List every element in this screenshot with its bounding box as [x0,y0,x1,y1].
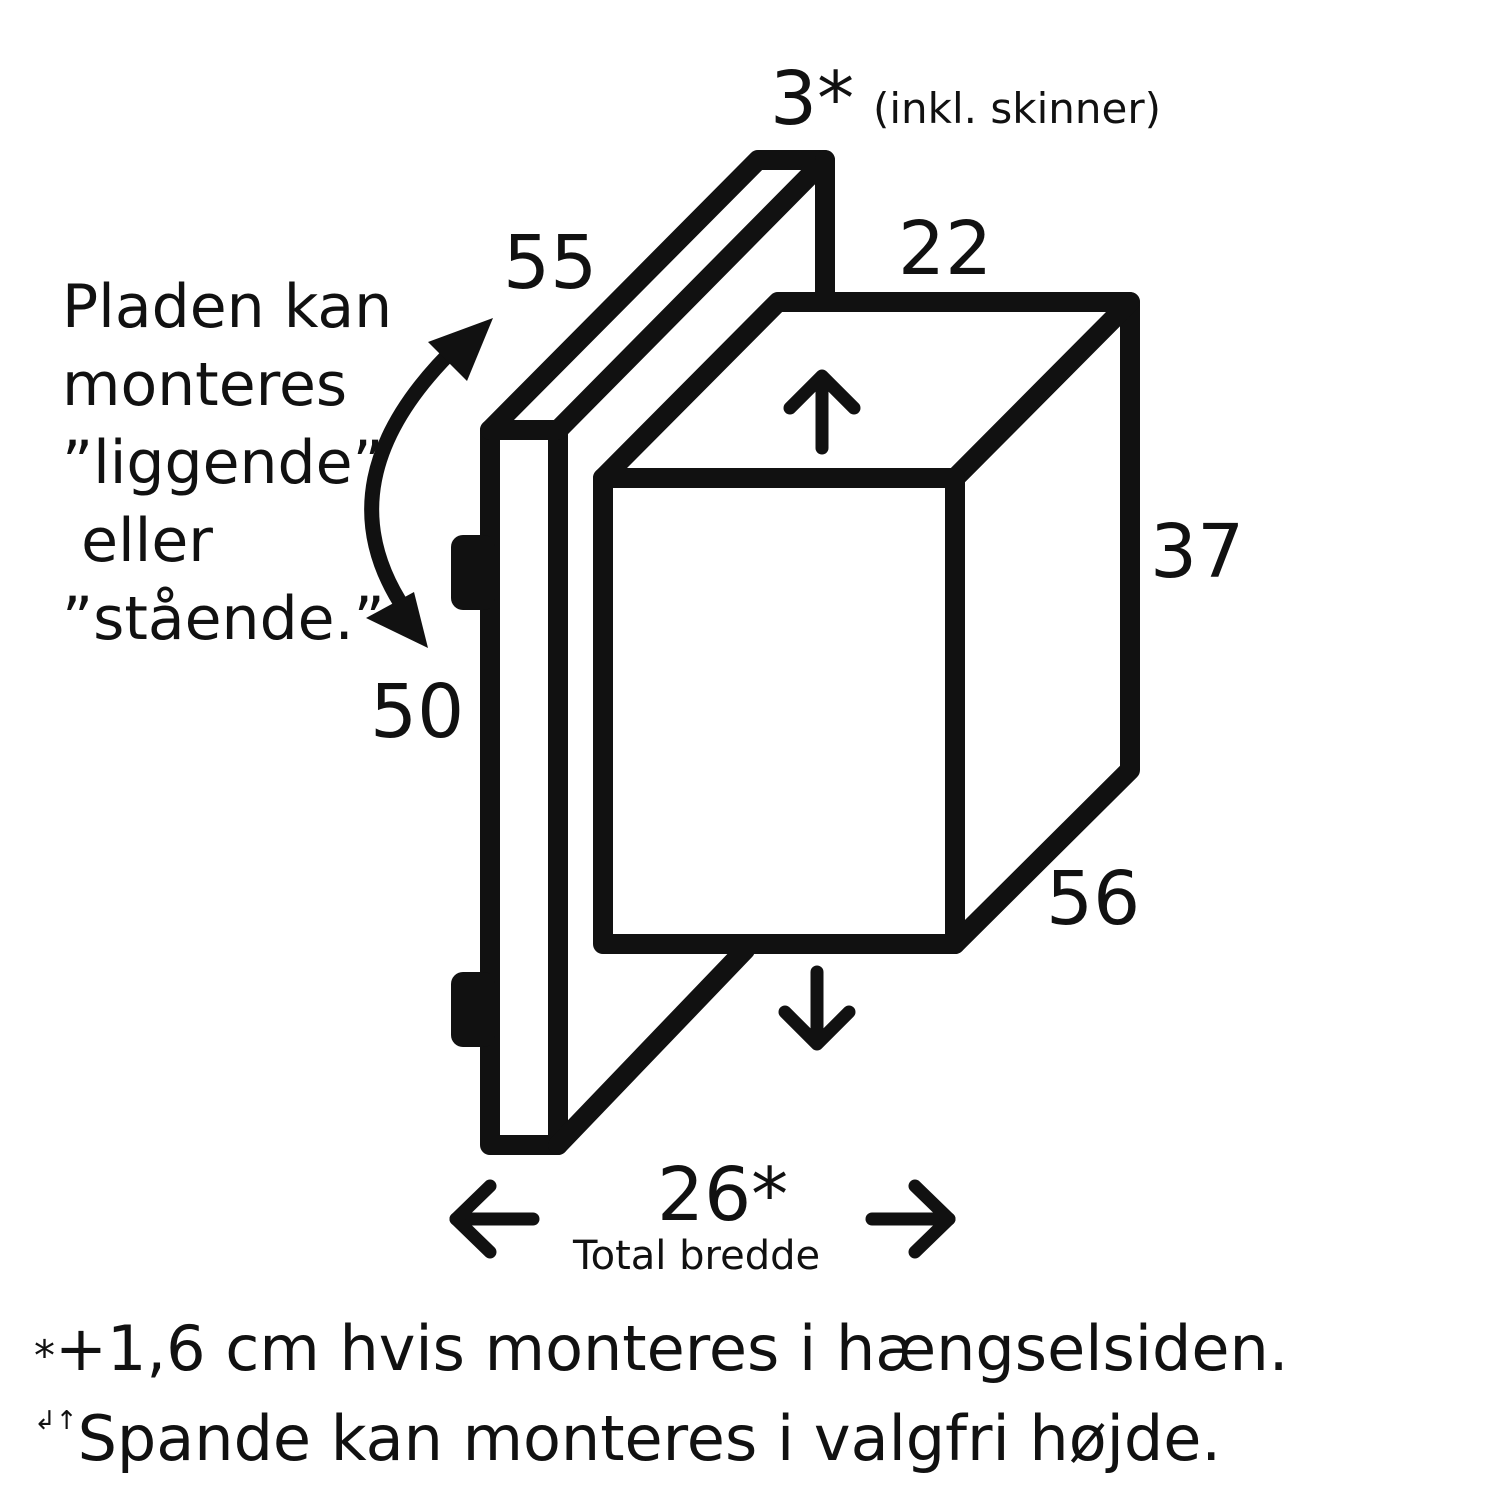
plate-thickness-label: 3* [770,56,855,142]
up-down-arrows-icon: ↲↑ [34,1406,78,1436]
mounting-rail-bottom [451,972,495,1047]
plate-width-label: 55 [503,220,598,306]
plate-thickness-note: (inkl. skinner) [873,84,1161,133]
bin-depth-label: 56 [1046,856,1141,942]
plate-height-label: 50 [370,669,465,755]
footnote-asterisk [34,1312,1289,1385]
footnote-asterisk-symbol: * [34,1331,55,1380]
arrow-right-icon [872,1186,949,1252]
bin-width-label: 22 [898,206,993,292]
total-width-caption: Total bredde [573,1233,821,1279]
bin-front-face [603,478,955,944]
arrow-down-icon [785,972,849,1044]
footnote-asterisk-text: +1,6 cm hvis monteres i hængselsiden. [55,1312,1289,1385]
plate-side-edge-bottom [558,950,745,1145]
bin-height-label: 37 [1150,509,1245,595]
footnote-arrows-text: Spande kan monteres i valgfri højde. [77,1402,1222,1475]
mounting-orientation-note: Pladen kan monteres ”liggende” eller ”stående.” [62,272,393,654]
plate-front-face [490,430,558,1145]
total-width-label: 26* [657,1152,789,1238]
arrow-left-icon [456,1186,533,1252]
mounting-rail-top [451,535,495,610]
footnote-arrows [34,1402,1222,1475]
